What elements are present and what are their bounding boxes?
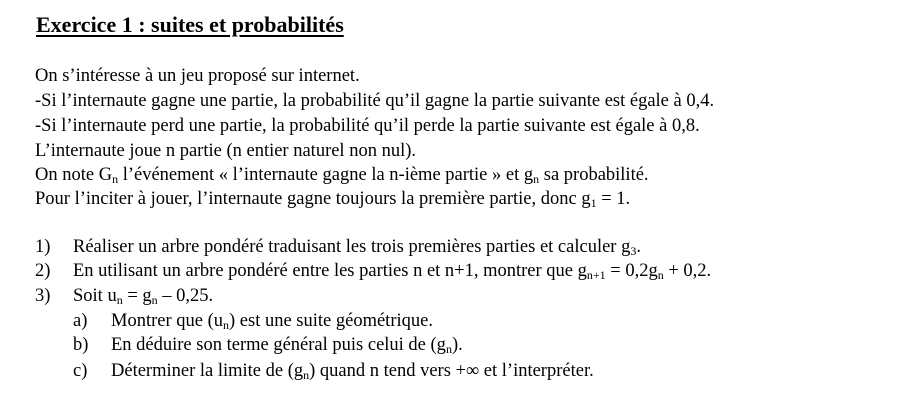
question-3b-text bbox=[111, 334, 463, 356]
subscript: n bbox=[445, 342, 452, 356]
intro-line-6 bbox=[35, 188, 630, 210]
text-segment: = 1. bbox=[596, 189, 631, 209]
intro-line-4: L’internaute joue n partie (n entier naturel non nul). bbox=[35, 141, 417, 161]
subscript: 3 bbox=[630, 244, 637, 258]
text-segment: – 0,25. bbox=[157, 286, 214, 306]
text-segment: l’événement « l’internaute gagne la n-ième partie » et g bbox=[118, 165, 534, 185]
question-1-text bbox=[73, 236, 641, 258]
question-2-number: 2) bbox=[35, 261, 51, 281]
intro-line-5 bbox=[35, 164, 649, 186]
text-segment: ). bbox=[451, 335, 463, 355]
subscript: n bbox=[657, 268, 664, 282]
text-segment: + 0,2. bbox=[663, 261, 712, 281]
text-segment: Soit u bbox=[73, 286, 117, 306]
text-segment: = 0,2g bbox=[605, 261, 658, 281]
subscript: n bbox=[116, 293, 123, 307]
text-segment: ) est une suite géométrique. bbox=[229, 311, 433, 331]
text-segment: Déterminer la limite de (g bbox=[111, 361, 304, 381]
text-segment: On note G bbox=[35, 165, 113, 185]
subscript: n+1 bbox=[586, 268, 606, 282]
exercise-title: Exercice 1 : suites et probabilités bbox=[36, 12, 344, 37]
text-segment: Montrer que (u bbox=[111, 311, 223, 331]
text-segment: . bbox=[636, 237, 641, 257]
text-segment: En utilisant un arbre pondéré entre les parties n et n+1, montrer que g bbox=[73, 261, 587, 281]
question-1-number: 1) bbox=[35, 237, 51, 257]
intro-line-3: -Si l’internaute perd une partie, la probabilité qu’il perde la partie suivante est égale à 0,8. bbox=[35, 116, 700, 136]
subscript: n bbox=[533, 172, 540, 186]
subscript: 1 bbox=[590, 196, 597, 210]
intro-line-1: On s’intéresse à un jeu proposé sur internet. bbox=[35, 66, 360, 86]
subscript: n bbox=[112, 172, 119, 186]
text-segment: Réaliser un arbre pondéré traduisant les trois premières parties et calculer g bbox=[73, 237, 631, 257]
text-segment: En déduire son terme général puis celui de (g bbox=[111, 335, 446, 355]
text-segment: ) quand n tend vers +∞ et l’interpréter. bbox=[309, 361, 594, 381]
intro-line-2: -Si l’internaute gagne une partie, la probabilité qu’il gagne la partie suivante est égale à 0,4. bbox=[35, 91, 715, 111]
text-segment: = g bbox=[122, 286, 152, 306]
question-3a-letter: a) bbox=[73, 311, 88, 331]
question-2-text bbox=[73, 260, 711, 282]
subscript: n bbox=[303, 368, 310, 382]
subscript: n bbox=[151, 293, 158, 307]
text-segment: sa probabilité. bbox=[539, 165, 649, 185]
question-3b-letter: b) bbox=[73, 335, 89, 355]
question-3a-text bbox=[111, 310, 433, 332]
question-3c-letter: c) bbox=[73, 361, 88, 381]
question-3c-text bbox=[111, 360, 594, 382]
text-segment: Pour l’inciter à jouer, l’internaute gagne toujours la première partie, donc g bbox=[35, 189, 591, 209]
question-3-text bbox=[73, 285, 213, 307]
question-3-number: 3) bbox=[35, 286, 51, 306]
subscript: n bbox=[223, 318, 229, 332]
